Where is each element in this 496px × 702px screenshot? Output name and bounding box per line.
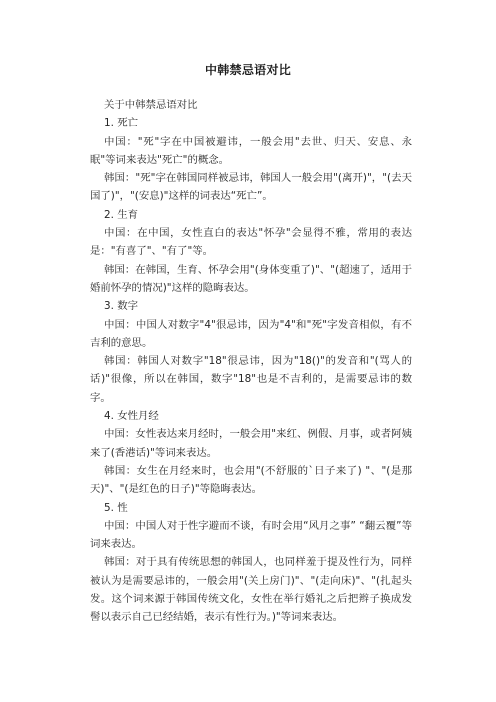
section-heading-numbers: 3. 数字: [104, 300, 138, 313]
paragraph-korea-birth: 韩国：在韩国，生育、怀孕会用"(身体变重了)"、"(超速了，适用于婚前怀孕的情况)"这样的隐晦表达。: [90, 263, 412, 294]
paragraph-china-numbers: 中国：中国人对数字"4"很忌讳，因为"4"和"死"字发音相似，有不吉利的意思。: [90, 318, 412, 349]
intro-line: 关于中韩禁忌语对比: [104, 99, 198, 111]
paragraph-china-birth: 中国：在中国，女性直白的表达"怀孕"会显得不雅，常用的表达是："有喜了"、"有了"等。: [90, 227, 412, 258]
paragraph-china-death: 中国："死"字在中国被避讳，一般会用"去世、归天、安息、永眠"等词来表达"死亡"的概念。: [90, 135, 412, 166]
document-title: 中韩禁忌语对比: [204, 63, 292, 77]
paragraph-korea-numbers: 韩国：韩国人对数字"18"很忌讳，因为"18()"的发音和"(骂人的话)"很像，所以在韩国，数字"18"也是不吉利的，是需要忌讳的数字。: [90, 355, 412, 404]
section-heading-birth: 2. 生育: [104, 208, 138, 221]
paragraph-china-sex: 中国：中国人对于性字避而不谈，有时会用“风月之事” “翻云覆”等词来表达。: [90, 519, 412, 551]
paragraph-korea-sex: 韩国：对于具有传统思想的韩国人，也同样羞于提及性行为，同样被认为是需要忌讳的，一般会用"(关上房门)"、"(走向床)"、"(扎起头发。这个词来源于韩国传统文化，女性在举行婚礼之后把辫子换成发髻以表示自己已经结婚，表示有性行为。)"等词来表达。: [90, 556, 412, 624]
paragraph-korea-death: 韩国："死"字在韩国同样被忌讳，韩国人一般会用"(离开)"，"(去天国了)"，"(安息)"这样的词表达“死亡”。: [90, 172, 412, 203]
section-heading-menstruation: 4. 女性月经: [104, 410, 159, 423]
section-heading-death: 1. 死亡: [104, 117, 138, 130]
paragraph-china-menstruation: 中国：女性表达来月经时，一般会用"来红、例假、月事，或者阿姨来了(香港话)"等词来表达。: [90, 428, 412, 459]
section-heading-sex: 5. 性: [104, 501, 128, 514]
paragraph-korea-menstruation: 韩国：女生在月经来时，也会用"(不舒服的`日子来了) "、"(是那天)"、"(是红色的日子)"等隐晦表达。: [90, 464, 412, 496]
document-body: [90, 96, 412, 627]
